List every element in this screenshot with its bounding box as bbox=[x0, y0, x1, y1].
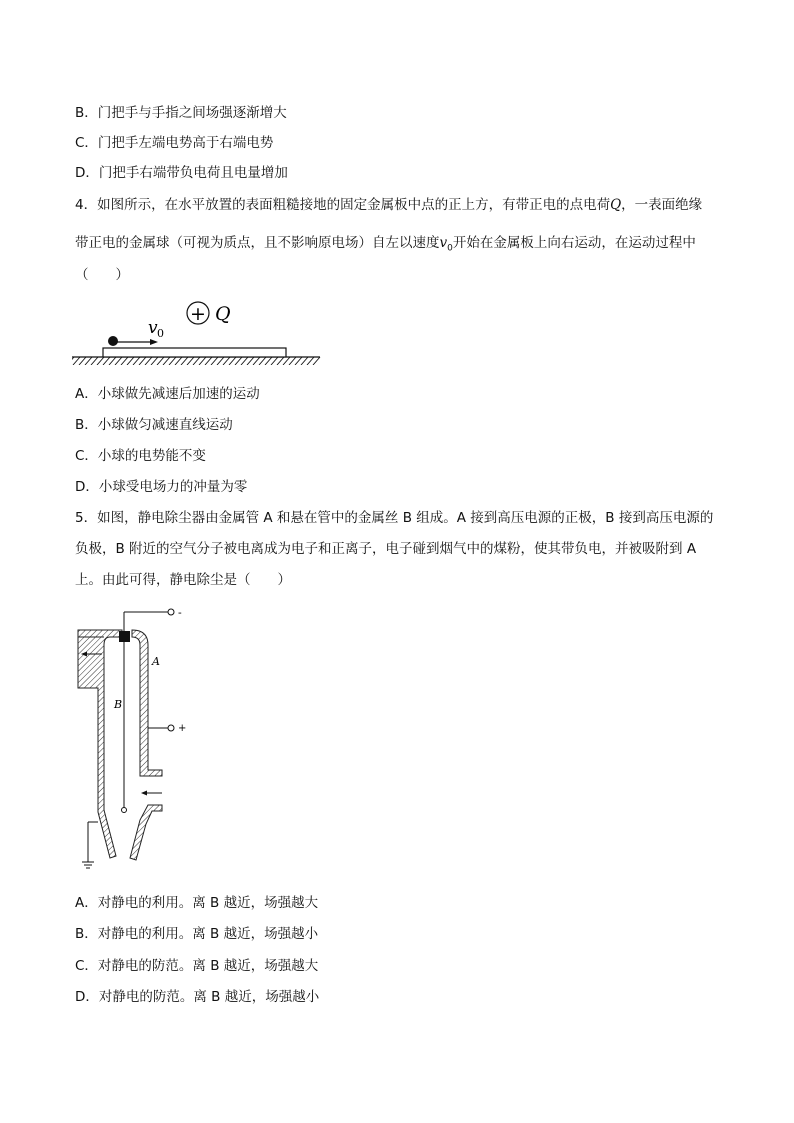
hatch-line bbox=[73, 357, 80, 365]
q4-stem-text: ，一表面绝缘 bbox=[621, 197, 703, 213]
q3-option-d: D．门把手右端带负电荷且电量增加 bbox=[75, 165, 288, 181]
hatch-line bbox=[199, 357, 206, 365]
hatch-line bbox=[313, 357, 320, 365]
q4-stem-text: 4．如图所示，在水平放置的表面粗糙接地的固定金属板中点的正上方，有带正电的点电荷 bbox=[75, 197, 611, 213]
hatch-line bbox=[163, 357, 170, 365]
hatch-line bbox=[187, 357, 194, 365]
hatch-line bbox=[175, 357, 182, 365]
q4-option-d: D．小球受电场力的冲量为零 bbox=[75, 479, 248, 495]
plus-sign-icon: + bbox=[190, 303, 206, 325]
hatch-line bbox=[145, 357, 152, 365]
hatch-line bbox=[68, 357, 74, 365]
hatch-line bbox=[289, 357, 296, 365]
hatch-line bbox=[211, 357, 218, 365]
ground-hatching bbox=[68, 357, 320, 365]
hatch-line bbox=[115, 357, 122, 365]
q5-option-d: D．对静电的防范。离 B 越近，场强越小 bbox=[75, 989, 320, 1005]
hatch-line bbox=[91, 357, 98, 365]
hatch-line bbox=[127, 357, 134, 365]
metal-plate bbox=[103, 348, 286, 357]
label-b: B bbox=[114, 698, 123, 711]
q4-stem-line2 bbox=[75, 233, 696, 259]
velocity-label: v bbox=[148, 318, 158, 338]
velocity-subscript: 0 bbox=[157, 327, 164, 340]
hatch-line bbox=[157, 357, 164, 365]
hatch-line bbox=[169, 357, 176, 365]
positive-terminal-label: + bbox=[178, 723, 187, 734]
q5-stem-line3: 上。由此可得，静电除尘是（ ） bbox=[75, 572, 291, 588]
hatch-line bbox=[259, 357, 266, 365]
q5-stem-line2: 负极，B 附近的空气分子被电离成为电子和正离子，电子碰到烟气中的煤粉，使其带负电，并被吸附到 A bbox=[75, 541, 697, 557]
hatch-line bbox=[235, 357, 242, 365]
hatch-line bbox=[133, 357, 140, 365]
hatch-line bbox=[121, 357, 128, 365]
tube-a-wall-right bbox=[132, 630, 162, 776]
q4-charge-symbol: Q bbox=[610, 197, 622, 213]
hatch-line bbox=[217, 357, 224, 365]
hatch-line bbox=[307, 357, 314, 365]
metal-ball bbox=[108, 336, 118, 346]
hatch-line bbox=[295, 357, 302, 365]
hatch-line bbox=[241, 357, 248, 365]
positive-terminal bbox=[168, 725, 174, 731]
q3-option-c: C．门把手左端电势高于右端电势 bbox=[75, 135, 274, 151]
hatch-line bbox=[97, 357, 104, 365]
q5-option-a: A．对静电的利用。离 B 越近，场强越大 bbox=[75, 895, 319, 911]
wire-b-weight bbox=[122, 808, 127, 813]
q5-option-c: C．对静电的防范。离 B 越近，场强越大 bbox=[75, 958, 319, 974]
hatch-line bbox=[277, 357, 284, 365]
hatch-line bbox=[265, 357, 272, 365]
q4-option-c: C．小球的电势能不变 bbox=[75, 448, 206, 464]
wire-b-insulator-block bbox=[119, 631, 130, 642]
hatch-line bbox=[181, 357, 188, 365]
hatch-line bbox=[139, 357, 146, 365]
q4-stem-line1 bbox=[75, 195, 702, 215]
hatch-line bbox=[253, 357, 260, 365]
hatch-line bbox=[151, 357, 158, 365]
q4-stem-text: 开始在金属板上向右运动，在运动过程中 bbox=[452, 235, 696, 251]
q4-velocity-subscript: 0 bbox=[447, 243, 453, 254]
q3-option-b: B．门把手与手指之间场强逐渐增大 bbox=[75, 105, 287, 121]
q5-figure bbox=[70, 600, 200, 875]
hatch-line bbox=[283, 357, 290, 365]
q4-option-a: A．小球做先减速后加速的运动 bbox=[75, 386, 260, 402]
label-a: A bbox=[152, 655, 160, 668]
hatch-line bbox=[79, 357, 86, 365]
q4-option-b: B．小球做匀减速直线运动 bbox=[75, 417, 233, 433]
arrowhead-icon bbox=[141, 791, 147, 796]
tube-a-wall bbox=[78, 630, 122, 858]
hatch-line bbox=[271, 357, 278, 365]
hatch-line bbox=[223, 357, 230, 365]
q4-stem-text: 带正电的金属球（可视为质点，且不影响原电场）自左以速度 bbox=[75, 235, 440, 251]
tube-a-outlet-lower bbox=[130, 805, 162, 860]
negative-terminal bbox=[168, 609, 174, 615]
q4-answer-paren: （ ） bbox=[75, 267, 129, 283]
q4-velocity-symbol: v bbox=[439, 235, 448, 251]
hatch-line bbox=[103, 357, 110, 365]
hatch-line bbox=[247, 357, 254, 365]
hatch-line bbox=[229, 357, 236, 365]
charge-label: Q bbox=[215, 303, 231, 325]
hatch-line bbox=[193, 357, 200, 365]
negative-terminal-label: - bbox=[178, 606, 182, 619]
q5-stem-line1: 5．如图，静电除尘器由金属管 A 和悬在管中的金属丝 B 组成。A 接到高压电源的正极，B 接到高压电源的 bbox=[75, 510, 714, 526]
hatch-line bbox=[85, 357, 92, 365]
hatch-line bbox=[109, 357, 116, 365]
hatch-line bbox=[205, 357, 212, 365]
hatch-line bbox=[301, 357, 308, 365]
q4-figure bbox=[68, 290, 328, 370]
q5-option-b: B．对静电的利用。离 B 越近，场强越小 bbox=[75, 926, 319, 942]
